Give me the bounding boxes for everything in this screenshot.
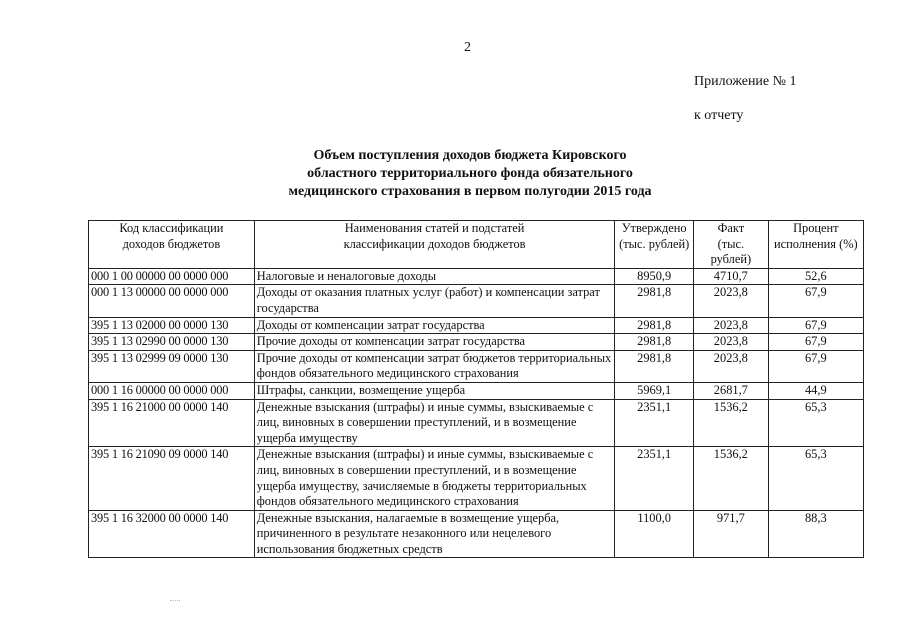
cell-fact: 4710,7 — [694, 268, 769, 285]
cell-fact: 2681,7 — [694, 382, 769, 399]
table-row — [89, 268, 864, 285]
cell-fact: 2023,8 — [694, 350, 769, 382]
revenue-table — [88, 220, 864, 558]
scan-artifact — [170, 600, 180, 607]
header-name: Наименования статей и подстатей классификации доходов бюджетов — [254, 221, 615, 269]
cell-percent: 67,9 — [768, 285, 863, 317]
cell-code: 395 1 13 02990 00 0000 130 — [89, 334, 255, 351]
cell-name: Доходы от компенсации затрат государства — [254, 317, 615, 334]
cell-fact: 1536,2 — [694, 399, 769, 447]
cell-fact: 971,7 — [694, 510, 769, 558]
cell-code: 000 1 00 00000 00 0000 000 — [89, 268, 255, 285]
appendix-label: Приложение № 1 — [694, 74, 797, 89]
title-line: Объем поступления доходов бюджета Кировского — [313, 148, 627, 163]
cell-name: Прочие доходы от компенсации затрат государства — [254, 334, 615, 351]
cell-plan: 2981,8 — [615, 317, 694, 334]
document-title — [240, 147, 700, 201]
cell-plan: 2351,1 — [615, 399, 694, 447]
table-row — [89, 447, 864, 510]
title-line: областного территориального фонда обязательного — [307, 166, 633, 181]
cell-code: 000 1 13 00000 00 0000 000 — [89, 285, 255, 317]
cell-percent: 67,9 — [768, 334, 863, 351]
cell-code: 395 1 13 02000 00 0000 130 — [89, 317, 255, 334]
cell-percent: 67,9 — [768, 350, 863, 382]
cell-plan: 2981,8 — [615, 350, 694, 382]
cell-code: 395 1 16 21090 09 0000 140 — [89, 447, 255, 510]
cell-percent: 65,3 — [768, 447, 863, 510]
header-percent: Процент исполнения (%) — [768, 221, 863, 269]
header-fact: Факт (тыс. рублей) — [694, 221, 769, 269]
header-plan: Утверждено (тыс. рублей) — [615, 221, 694, 269]
cell-plan: 5969,1 — [615, 382, 694, 399]
cell-plan: 2981,8 — [615, 285, 694, 317]
table-row — [89, 350, 864, 382]
cell-percent: 52,6 — [768, 268, 863, 285]
cell-code: 395 1 16 32000 00 0000 140 — [89, 510, 255, 558]
cell-name: Штрафы, санкции, возмещение ущерба — [254, 382, 615, 399]
cell-plan: 1100,0 — [615, 510, 694, 558]
cell-percent: 88,3 — [768, 510, 863, 558]
header-code: Код классификации доходов бюджетов — [89, 221, 255, 269]
cell-name: Налоговые и неналоговые доходы — [254, 268, 615, 285]
cell-fact: 2023,8 — [694, 285, 769, 317]
cell-code: 000 1 16 00000 00 0000 000 — [89, 382, 255, 399]
table-row — [89, 317, 864, 334]
cell-plan: 2981,8 — [615, 334, 694, 351]
cell-fact: 2023,8 — [694, 334, 769, 351]
table-row — [89, 399, 864, 447]
cell-code: 395 1 16 21000 00 0000 140 — [89, 399, 255, 447]
cell-name: Денежные взыскания (штрафы) и иные суммы, взыскиваемые с лиц, виновных в совершении преступлений, и в возмещение ущерба имуществу — [254, 399, 615, 447]
table-row — [89, 382, 864, 399]
appendix-sublabel: к отчету — [694, 108, 744, 123]
table-row — [89, 334, 864, 351]
cell-plan: 8950,9 — [615, 268, 694, 285]
cell-fact: 1536,2 — [694, 447, 769, 510]
table-row — [89, 285, 864, 317]
cell-name: Прочие доходы от компенсации затрат бюджетов территориальных фондов обязательного медицинского страхования — [254, 350, 615, 382]
cell-name: Денежные взыскания, налагаемые в возмещение ущерба, причиненного в результате незаконного или нецелевого использования бюджетных средств — [254, 510, 615, 558]
cell-code: 395 1 13 02999 09 0000 130 — [89, 350, 255, 382]
cell-percent: 44,9 — [768, 382, 863, 399]
cell-percent: 67,9 — [768, 317, 863, 334]
cell-name: Денежные взыскания (штрафы) и иные суммы, взыскиваемые с лиц, виновных в совершении преступлений, и в возмещение ущерба имуществу, зачисляемые в бюджеты территориальных фондов обязательного медицинского страхования — [254, 447, 615, 510]
table-row — [89, 510, 864, 558]
table-header-row — [89, 221, 864, 269]
page-number: 2 — [464, 40, 471, 55]
cell-fact: 2023,8 — [694, 317, 769, 334]
cell-percent: 65,3 — [768, 399, 863, 447]
cell-name: Доходы от оказания платных услуг (работ) и компенсации затрат государства — [254, 285, 615, 317]
cell-plan: 2351,1 — [615, 447, 694, 510]
title-line: медицинского страхования в первом полугодии 2015 года — [288, 184, 652, 199]
